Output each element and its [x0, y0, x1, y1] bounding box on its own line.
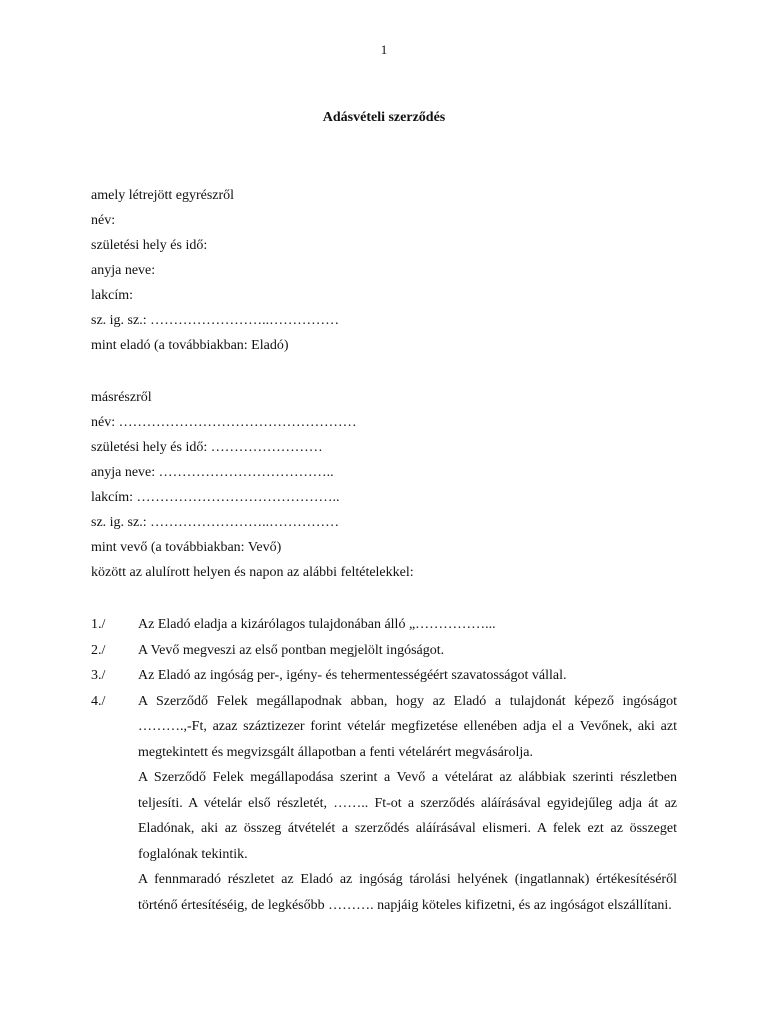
clauses-list [91, 612, 677, 918]
party1-line: születési hely és idő: [91, 238, 208, 253]
clause-paragraph: Az Eladó az ingóság per-, igény- és tehermentességéért szavatosságot vállal. [138, 668, 567, 683]
party2-line: név: …………………………………………… [91, 415, 357, 430]
party1-line: sz. ig. sz.: ……………………..…………… [91, 313, 340, 328]
clause-paragraph: A Szerződő Felek megállapodnak abban, hogy az Eladó a tulajdonát képező ingóságot ……….,-Ft, azaz száztizezer forint vételár megfizetése ellenében adja el a Vevőnek, aki azt megtekintett és megvizsgált állapotban a fenti vételárért megvásárolja. [138, 693, 677, 760]
clause-number: 3./ [91, 668, 106, 683]
clause-1 [91, 612, 677, 638]
page-number: 1 [380, 42, 388, 57]
clause-number: 2./ [91, 642, 106, 658]
party1-line: név: [91, 213, 116, 228]
buyer-block [91, 385, 681, 585]
clause-paragraph: A fennmaradó részletet az Eladó az ingóság tárolási helyének (ingatlannak) értékesítéséről történő értesítéséig, de legkésőbb ………. napjáig köteles kifizetni, és az ingóságot elszállítani. [138, 872, 677, 913]
party1-line: anyja neve: [91, 263, 156, 278]
clause-body [138, 612, 677, 638]
party1-line: lakcím: [91, 288, 133, 303]
party2-line: anyja neve: ……………………………….. [91, 465, 334, 480]
clause-paragraph: Az Eladó eladja a kizárólagos tulajdonában álló „……………... [138, 617, 496, 632]
party2-line: sz. ig. sz.: ……………………..…………… [91, 515, 340, 530]
clause-4 [91, 689, 677, 919]
party2-line: lakcím: …………………………………….. [91, 490, 340, 505]
party2-line: másrészről [91, 390, 152, 405]
party1-line: mint eladó (a továbbiakban: Eladó) [91, 338, 289, 353]
clause-3 [91, 663, 677, 689]
clause-body [138, 689, 677, 919]
party1-line: amely létrejött egyrészről [91, 188, 235, 203]
clause-number: 4./ [91, 693, 106, 709]
seller-block [91, 183, 681, 358]
clause-body [138, 663, 677, 689]
clause-number: 1./ [91, 617, 106, 632]
clause-2 [91, 638, 677, 664]
party2-line: születési hely és idő: …………………… [91, 440, 323, 455]
document-title: Adásvételi szerződés [322, 110, 446, 125]
clause-paragraph: A Vevő megveszi az első pontban megjelölt ingóságot. [138, 642, 445, 658]
clause-body [138, 638, 677, 664]
party2-line: mint vevő (a továbbiakban: Vevő) [91, 540, 282, 555]
party2-line: között az alulírott helyen és napon az alábbi feltételekkel: [91, 565, 414, 580]
clause-paragraph: A Szerződő Felek megállapodása szerint a Vevő a vételárat az alábbiak szerinti részletben teljesíti. A vételár első részletét, …….. Ft-ot a szerződés aláírásával egyidejűleg adja át az Eladónak, aki az összeg átvételét a szerződés aláírásával elismeri. A felek ezt az összeget foglalónak tekintik. [138, 770, 677, 862]
